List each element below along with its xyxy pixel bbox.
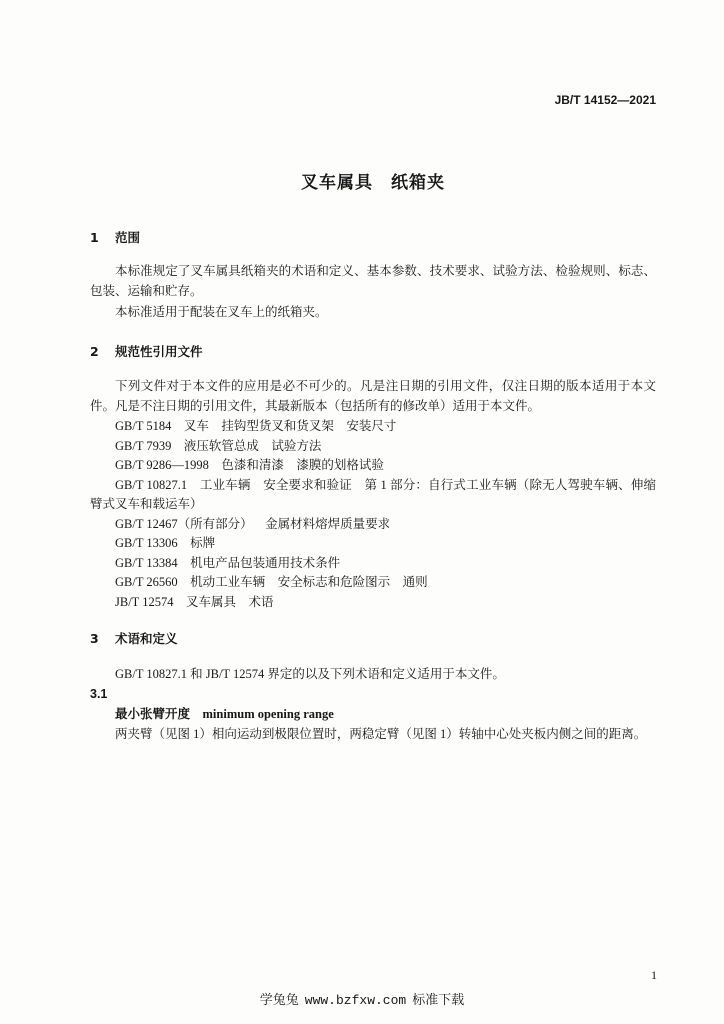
term-number: 3.1 bbox=[90, 686, 108, 701]
reference-code: GB/T 5184 bbox=[115, 419, 172, 433]
reference-item bbox=[90, 554, 656, 574]
term-english: minimum opening range bbox=[202, 707, 334, 721]
reference-title: 色漆和清漆 漆膜的划格试验 bbox=[221, 458, 384, 472]
reference-item bbox=[90, 456, 656, 476]
reference-title: 机动工业车辆 安全标志和危险图示 通则 bbox=[190, 575, 428, 589]
footer-watermark bbox=[0, 991, 724, 1010]
footer-site-name: 学兔兔 bbox=[259, 992, 299, 1007]
reference-code: JB/T 12574 bbox=[115, 594, 174, 609]
reference-title: 叉车属具 术语 bbox=[185, 594, 274, 609]
term-chinese: 最小张臂开度 bbox=[115, 706, 191, 721]
section-normative-references bbox=[90, 342, 656, 612]
reference-code: GB/T 13384 bbox=[115, 555, 178, 570]
reference-item bbox=[90, 593, 656, 613]
document-body bbox=[90, 228, 656, 744]
reference-item bbox=[90, 573, 656, 593]
section-number: 2 bbox=[90, 344, 99, 359]
reference-title: 液压软管总成 试验方法 bbox=[183, 438, 322, 453]
footer-label: 标准下载 bbox=[412, 992, 465, 1007]
term-entry bbox=[90, 685, 656, 745]
reference-item bbox=[90, 417, 656, 437]
section-number: 3 bbox=[90, 631, 99, 646]
reference-title: 叉车 挂钩型货叉和货叉架 安装尺寸 bbox=[183, 419, 397, 433]
reference-code: GB/T 10827.1 bbox=[115, 477, 188, 492]
standard-number: JB/T 14152—2021 bbox=[554, 93, 656, 107]
reference-title: 工业车辆 安全要求和验证 第 1 部分：自行式工业车辆（除无人驾驶车辆、伸缩臂式叉车和载运车） bbox=[90, 477, 656, 511]
section-title: 规范性引用文件 bbox=[115, 344, 203, 359]
section-heading bbox=[90, 342, 656, 362]
paragraph: 下列文件对于本文件的应用是必不可少的。凡是注日期的引用文件，仅注日期的版本适用于本文件。凡是不注日期的引用文件，其最新版本（包括所有的修改单）适用于本文件。 bbox=[90, 379, 656, 413]
section-title: 范围 bbox=[115, 230, 141, 245]
section-scope bbox=[90, 228, 656, 323]
reference-item bbox=[90, 534, 656, 554]
section-number: 1 bbox=[90, 230, 99, 245]
document-title: 叉车属具 纸箱夹 bbox=[301, 173, 445, 193]
section-heading bbox=[90, 228, 656, 248]
reference-code: GB/T 26560 bbox=[115, 575, 178, 589]
reference-code: GB/T 9286—1998 bbox=[115, 458, 209, 472]
section-heading bbox=[90, 629, 656, 649]
reference-item bbox=[90, 437, 656, 457]
term-definition: 两夹臂（见图 1）相向运动到极限位置时，两稳定臂（见图 1）转轴中心处夹板内侧之间的距离。 bbox=[115, 726, 647, 741]
section-terms-and-definitions bbox=[90, 629, 656, 744]
paragraph: 本标准规定了叉车属具纸箱夹的术语和定义、基本参数、技术要求、试验方法、检验规则、标志、包装、运输和贮存。 bbox=[90, 264, 656, 298]
reference-title: 标牌 bbox=[190, 536, 216, 550]
reference-title: 机电产品包装通用技术条件 bbox=[190, 555, 341, 570]
term-name bbox=[90, 704, 656, 725]
reference-list bbox=[90, 417, 656, 612]
page-number: 1 bbox=[651, 968, 657, 982]
reference-item bbox=[90, 515, 656, 535]
paragraph: GB/T 10827.1 和 JB/T 12574 界定的以及下列术语和定义适用于本文件。 bbox=[115, 667, 505, 681]
reference-code: GB/T 13306 bbox=[115, 536, 178, 550]
reference-code: GB/T 7939 bbox=[115, 438, 172, 453]
paragraph: 本标准适用于配装在叉车上的纸箱夹。 bbox=[115, 305, 328, 319]
reference-title: 金属材料熔焊质量要求 bbox=[265, 516, 391, 531]
section-title: 术语和定义 bbox=[115, 631, 178, 646]
reference-code: GB/T 12467（所有部分） bbox=[115, 516, 253, 531]
footer-url: www.bzfxw.com bbox=[304, 993, 407, 1008]
reference-item bbox=[90, 476, 656, 515]
